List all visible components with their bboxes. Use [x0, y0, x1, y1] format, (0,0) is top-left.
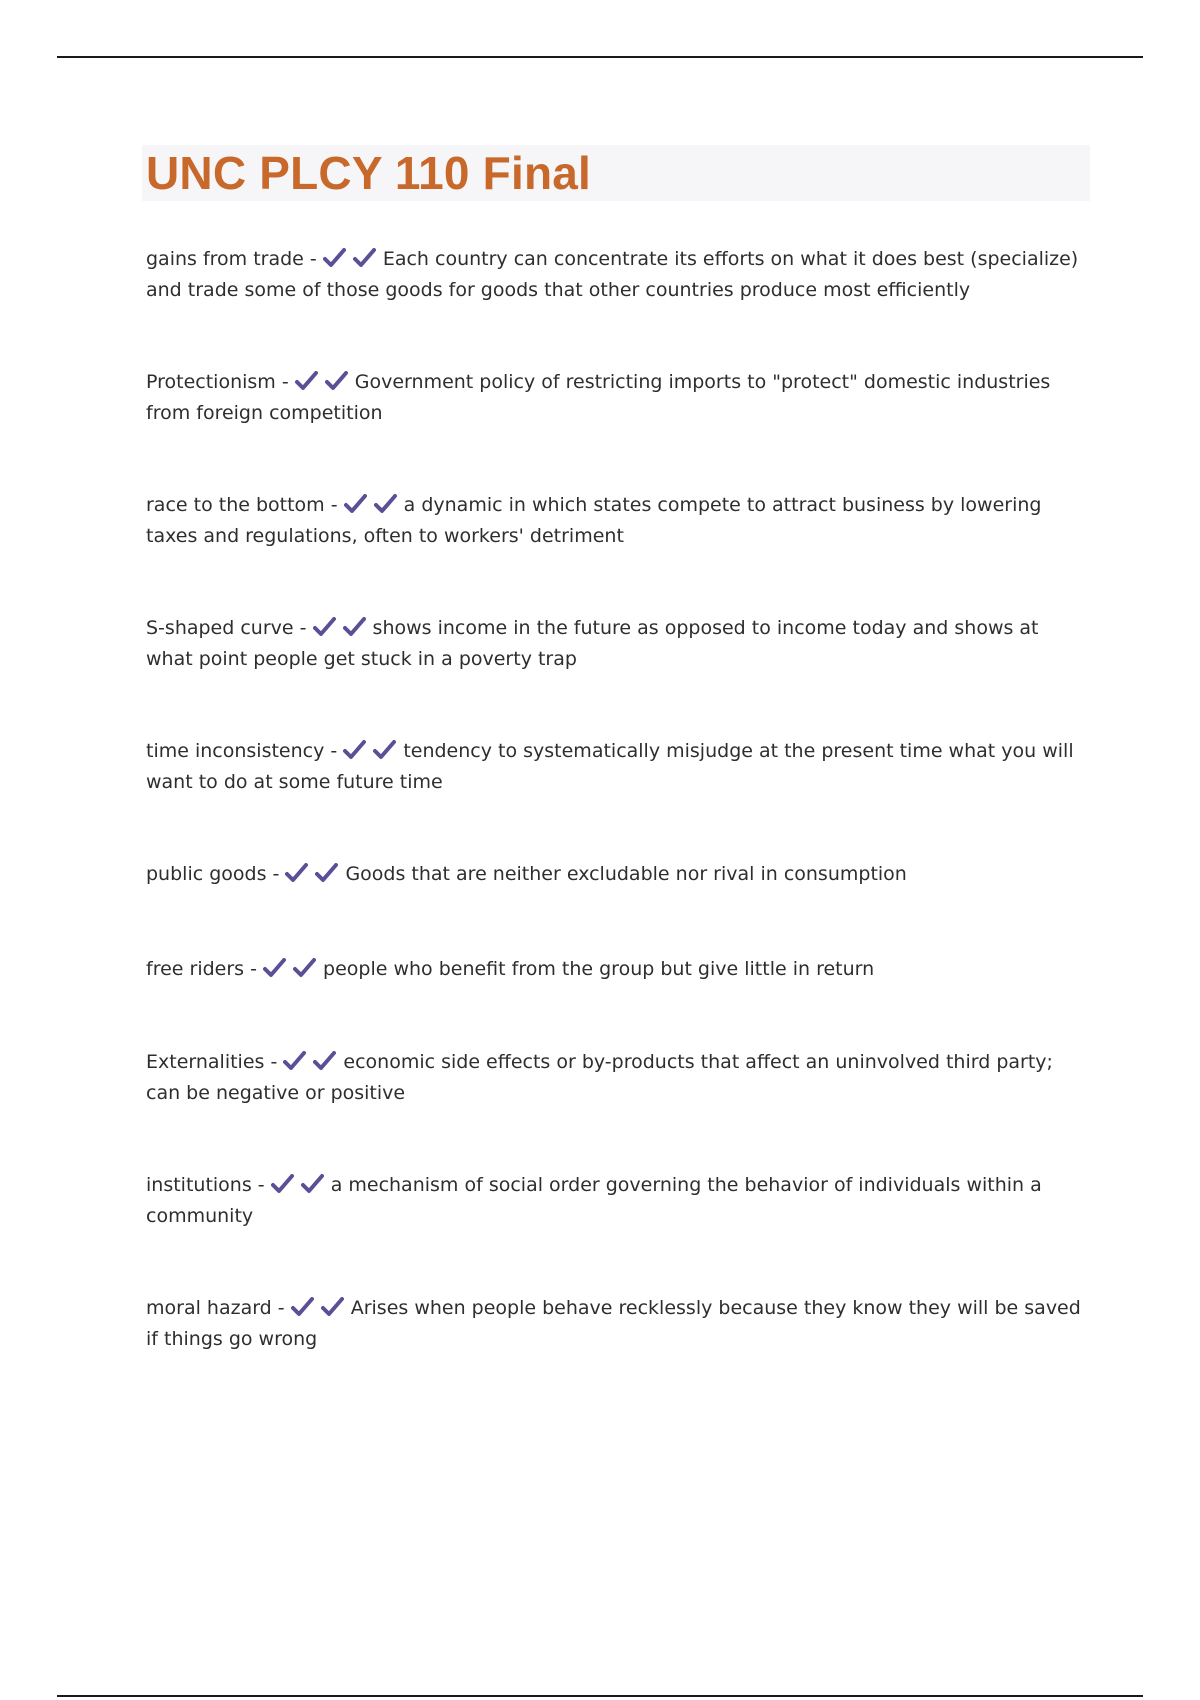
- glossary-entry: [146, 1293, 1090, 1355]
- entry-separator: -: [277, 1297, 285, 1319]
- check-mark-icon: [323, 248, 346, 268]
- check-mark-icon: [343, 617, 366, 637]
- entry-term: S-shaped curve: [146, 617, 294, 639]
- entry-term: race to the bottom: [146, 494, 325, 516]
- entry-definition: people who benefit from the group but give little in return: [323, 958, 875, 980]
- entry-term: moral hazard: [146, 1297, 272, 1319]
- check-mark-icon: [295, 371, 318, 391]
- entry-definition: Government policy of restricting imports to "protect" domestic industries from foreign competition: [146, 371, 1051, 424]
- glossary-entry: [146, 613, 1090, 675]
- entry-term: institutions: [146, 1174, 252, 1196]
- entry-definition: economic side effects or by-products that affect an uninvolved third party; can be negative or positive: [146, 1051, 1053, 1104]
- entry-term: Externalities: [146, 1051, 265, 1073]
- entry-separator: -: [257, 1174, 265, 1196]
- check-mark-icon: [301, 1174, 324, 1194]
- glossary-entry: [146, 1170, 1090, 1232]
- check-mark-icon: [353, 248, 376, 268]
- check-mark-icon: [315, 863, 338, 883]
- check-mark-icon: [291, 1297, 314, 1317]
- entry-term: Protectionism: [146, 371, 276, 393]
- entry-separator: -: [330, 494, 338, 516]
- check-mark-icon: [325, 371, 348, 391]
- entry-definition: a mechanism of social order governing the behavior of individuals within a community: [146, 1174, 1042, 1227]
- glossary-entry: [146, 244, 1090, 306]
- check-mark-icon: [321, 1297, 344, 1317]
- entry-separator: -: [250, 958, 257, 980]
- check-mark-icon: [313, 1051, 336, 1071]
- entry-term: free riders: [146, 958, 245, 980]
- bottom-rule: [57, 1695, 1143, 1697]
- entry-definition: shows income in the future as opposed to income today and shows at what point people get stuck in a poverty trap: [146, 617, 1039, 670]
- check-mark-icon: [271, 1174, 294, 1194]
- entry-term: public goods: [146, 863, 267, 885]
- entry-definition: tendency to systematically misjudge at the present time what you will want to do at some future time: [146, 740, 1074, 793]
- document-title: UNC PLCY 110 Final: [146, 147, 592, 199]
- top-rule: [57, 56, 1143, 58]
- entry-term: gains from trade: [146, 248, 304, 270]
- entry-separator: -: [270, 1051, 278, 1073]
- entry-definition: Goods that are neither excludable nor rival in consumption: [345, 863, 907, 885]
- entry-separator: -: [281, 371, 289, 393]
- entry-separator: -: [299, 617, 307, 639]
- entry-definition: Each country can concentrate its efforts on what it does best (specialize) and trade some of those goods for goods that other countries produce most efficiently: [146, 248, 1079, 301]
- entry-term: time inconsistency: [146, 740, 325, 762]
- glossary-entry: [146, 1047, 1090, 1109]
- entry-definition: Arises when people behave recklessly because they know they will be saved if things go wrong: [146, 1297, 1081, 1350]
- check-mark-icon: [263, 958, 286, 978]
- entry-separator: -: [309, 248, 317, 270]
- check-mark-icon: [373, 740, 396, 760]
- check-mark-icon: [343, 740, 366, 760]
- check-mark-icon: [285, 863, 308, 883]
- entry-separator: -: [272, 863, 280, 885]
- entry-separator: -: [330, 740, 338, 762]
- glossary-entry: [146, 954, 1090, 985]
- check-mark-icon: [344, 494, 367, 514]
- check-mark-icon: [283, 1051, 306, 1071]
- glossary-entry: [146, 859, 1090, 890]
- check-mark-icon: [313, 617, 336, 637]
- entry-definition: a dynamic in which states compete to attract business by lowering taxes and regulations, often to workers' detriment: [146, 494, 1042, 547]
- glossary-entry: [146, 367, 1090, 429]
- glossary-entry: [146, 490, 1090, 552]
- glossary-entry: [146, 736, 1090, 798]
- check-mark-icon: [293, 958, 316, 978]
- check-mark-icon: [374, 494, 397, 514]
